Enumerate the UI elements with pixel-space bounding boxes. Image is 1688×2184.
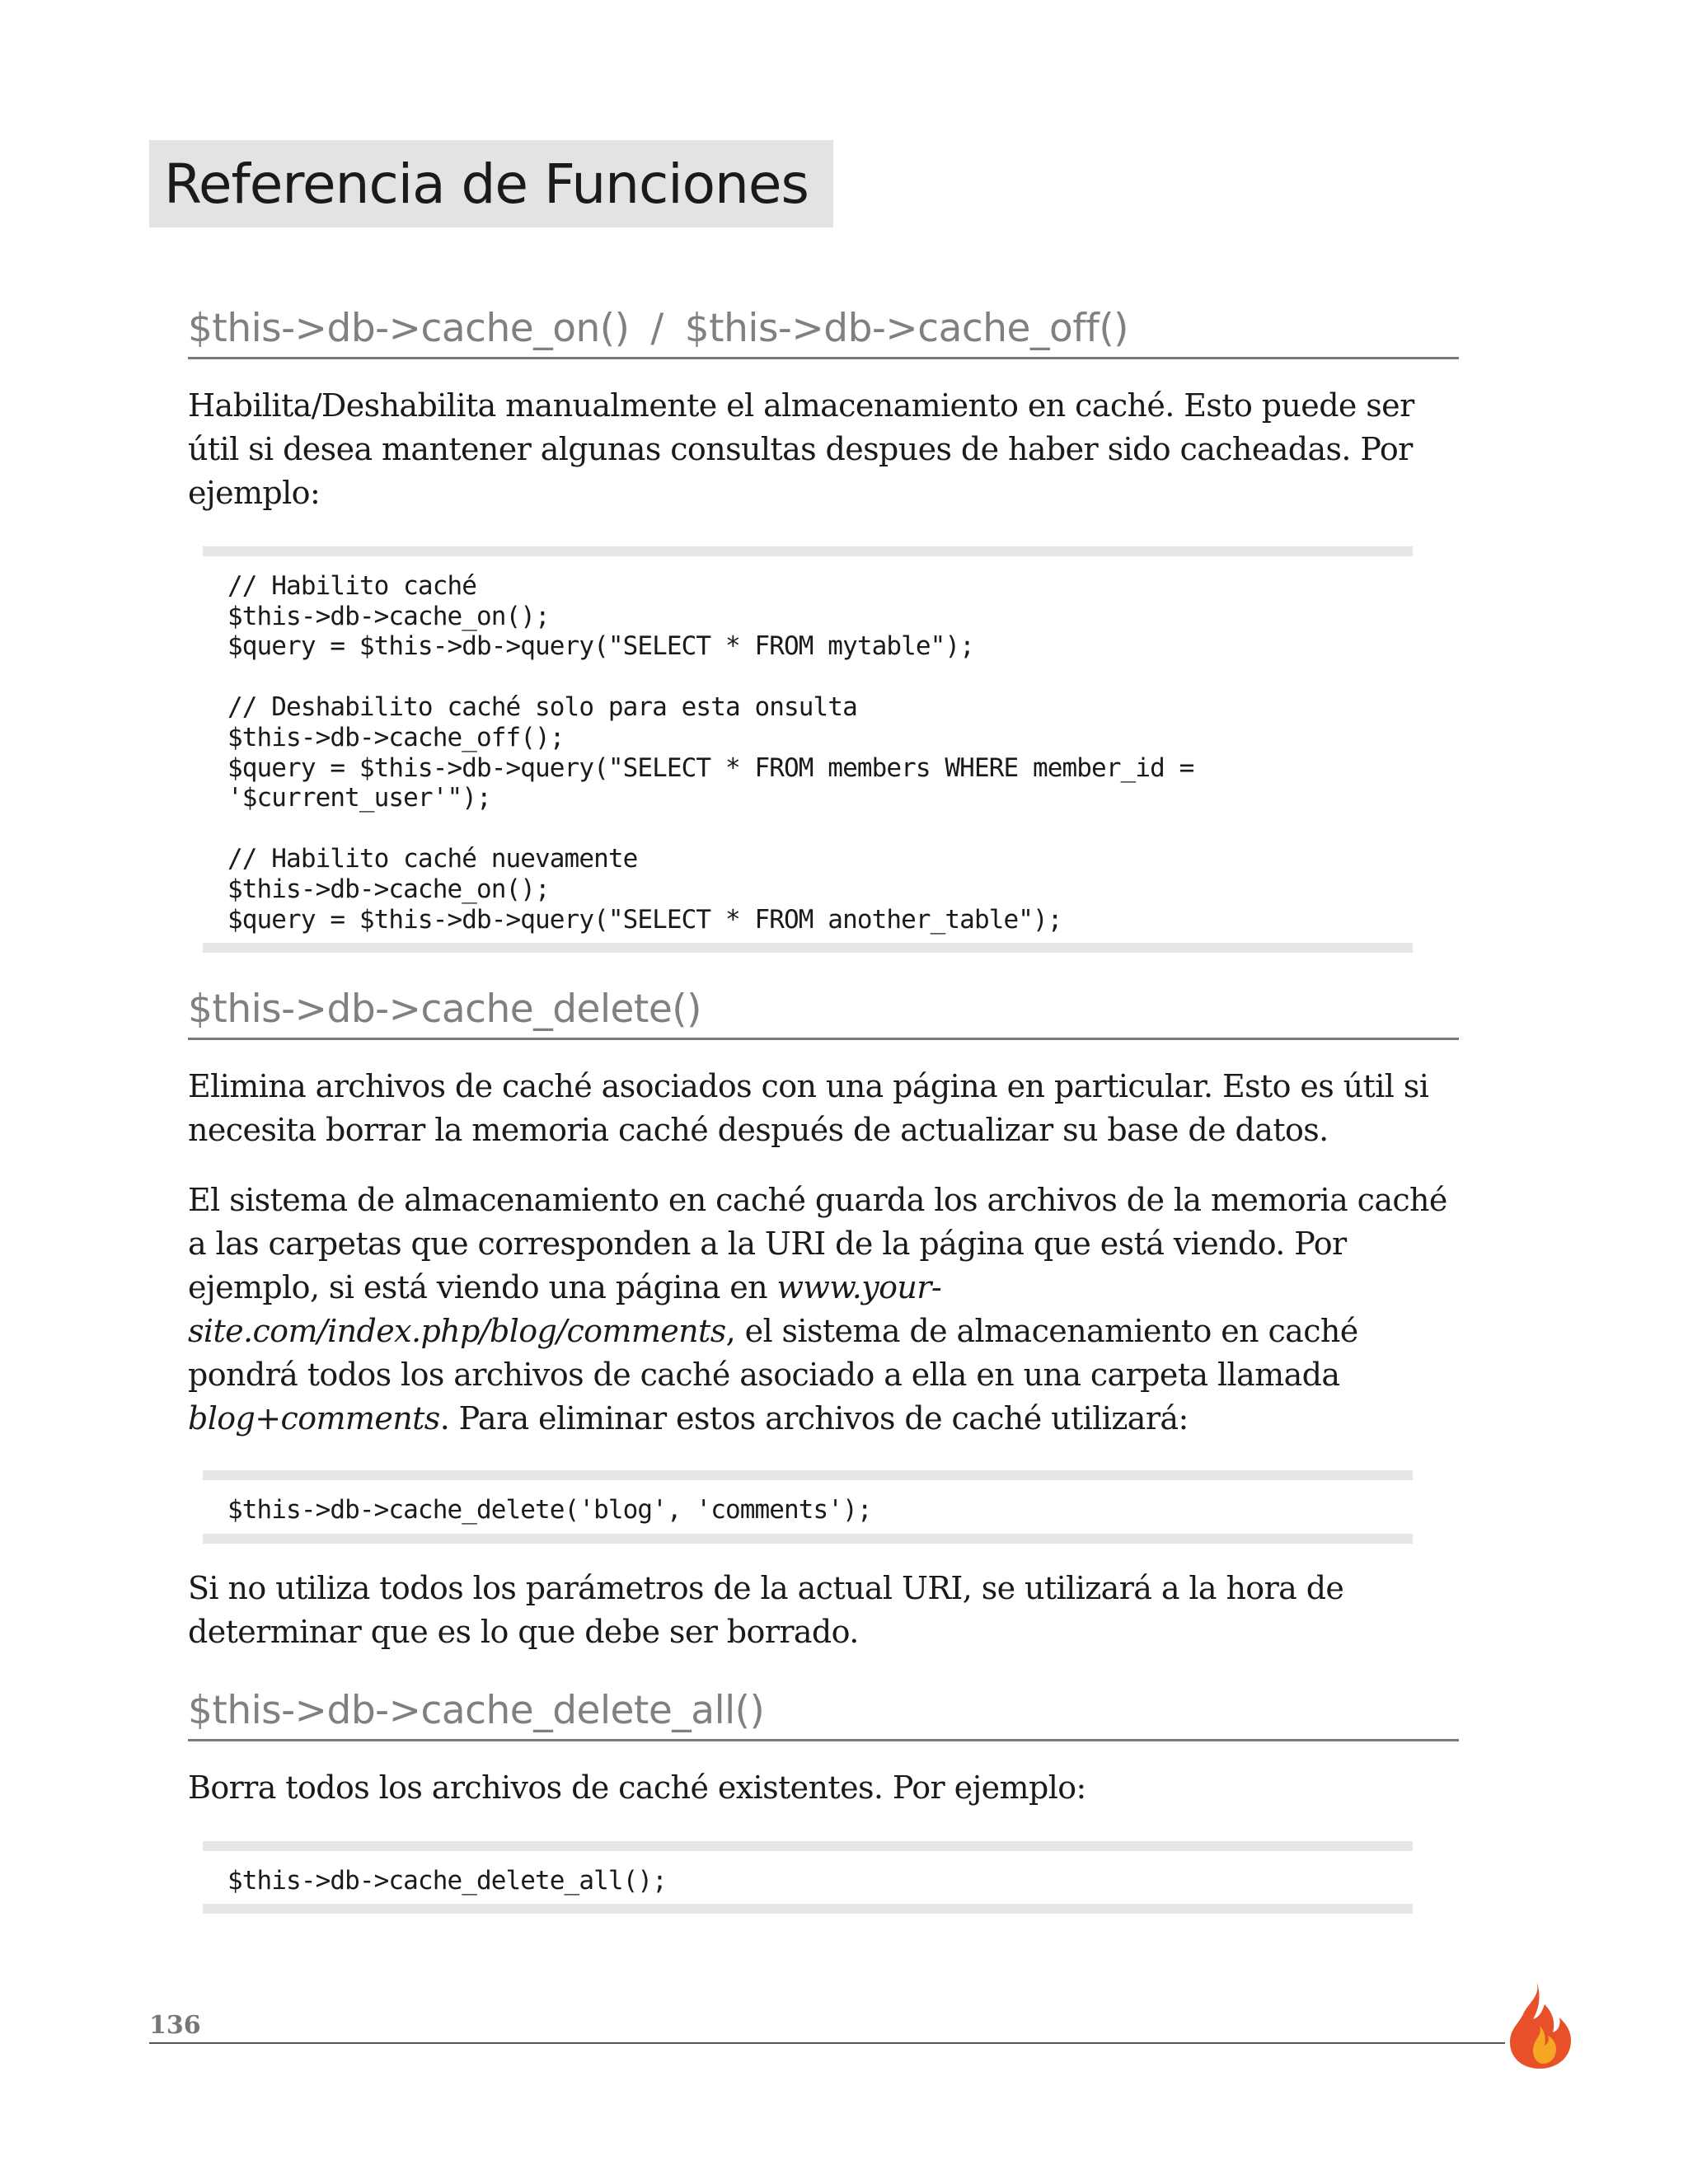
code-text: $this->db->cache_delete('blog', 'comments'); — [227, 1495, 872, 1526]
section-title-cache-on-off — [188, 305, 1459, 359]
flame-icon — [1498, 1978, 1581, 2070]
code-text: // Habilito caché $this->db->cache_on(); $query = $this->db->query("SELECT * FROM mytable"); // Deshabilito caché solo para esta onsulta $this->db->cache_off(); $query = $this->db->query("SELECT * FROM members WHERE member_id = '$current_user'"); // Habilito caché nuevamente $this->db->cache_on(); $query = $this->db->query("SELECT * FROM another_table"); — [227, 570, 1194, 935]
title-cache-off: $this->db->cache_off() — [684, 306, 1128, 351]
code-block-cache-on-off — [203, 546, 1413, 954]
code-block-cache-delete — [203, 1470, 1413, 1544]
page-number: 136 — [149, 2011, 201, 2040]
paragraph-text-b: , el sistema de almacenamiento en caché pondrá todos los archivos de caché asociado a ella en una carpeta llamada — [188, 1313, 1358, 1394]
title-cache-on: $this->db->cache_on() — [188, 306, 630, 351]
paragraph-cache-delete-detail — [188, 1179, 1459, 1441]
section-title-cache-delete: $this->db->cache_delete() — [188, 986, 1459, 1040]
paragraph-cache-delete-note: Si no utiliza todos los parámetros de la actual URI, se utilizará a la hora de determinar que es lo que debe ser borrado. — [188, 1569, 1344, 1650]
title-separator: / — [650, 306, 663, 351]
section-cache-delete — [188, 986, 1459, 1654]
paragraph-text-c: . Para eliminar estos archivos de caché utilizará: — [439, 1400, 1189, 1437]
code-text: $this->db->cache_delete_all(); — [227, 1865, 667, 1896]
paragraph-cache-delete-all: Borra todos los archivos de caché existentes. Por ejemplo: — [188, 1769, 1086, 1806]
folder-name: blog+comments — [188, 1400, 440, 1437]
paragraph-text-a: El sistema de almacenamiento en caché guarda los archivos de la memoria caché a las carpetas que corresponden a la URI de la página que está viendo. Por ejemplo, si está viendo una página en — [188, 1182, 1447, 1306]
example-url: www.your-site.com/index.php/blog/comments — [188, 1269, 942, 1350]
chapter-header — [149, 140, 833, 227]
section-title-cache-delete-all: $this->db->cache_delete_all() — [188, 1687, 1459, 1741]
section-cache-delete-all — [188, 1687, 1459, 1915]
footer-divider — [149, 2042, 1505, 2044]
paragraph-cache-on-off: Habilita/Deshabilita manualmente el almacenamiento en caché. Esto puede ser útil si desea mantener algunas consultas despues de haber sido cacheadas. Por ejemplo: — [188, 387, 1414, 511]
section-cache-on-off — [188, 305, 1459, 953]
page-content — [188, 305, 1459, 1914]
paragraph-cache-delete-intro: Elimina archivos de caché asociados con una página en particular. Esto es útil si necesita borrar la memoria caché después de actualizar su base de datos. — [188, 1068, 1429, 1149]
chapter-title: Referencia de Funciones — [164, 152, 809, 216]
code-block-cache-delete-all — [203, 1841, 1413, 1915]
